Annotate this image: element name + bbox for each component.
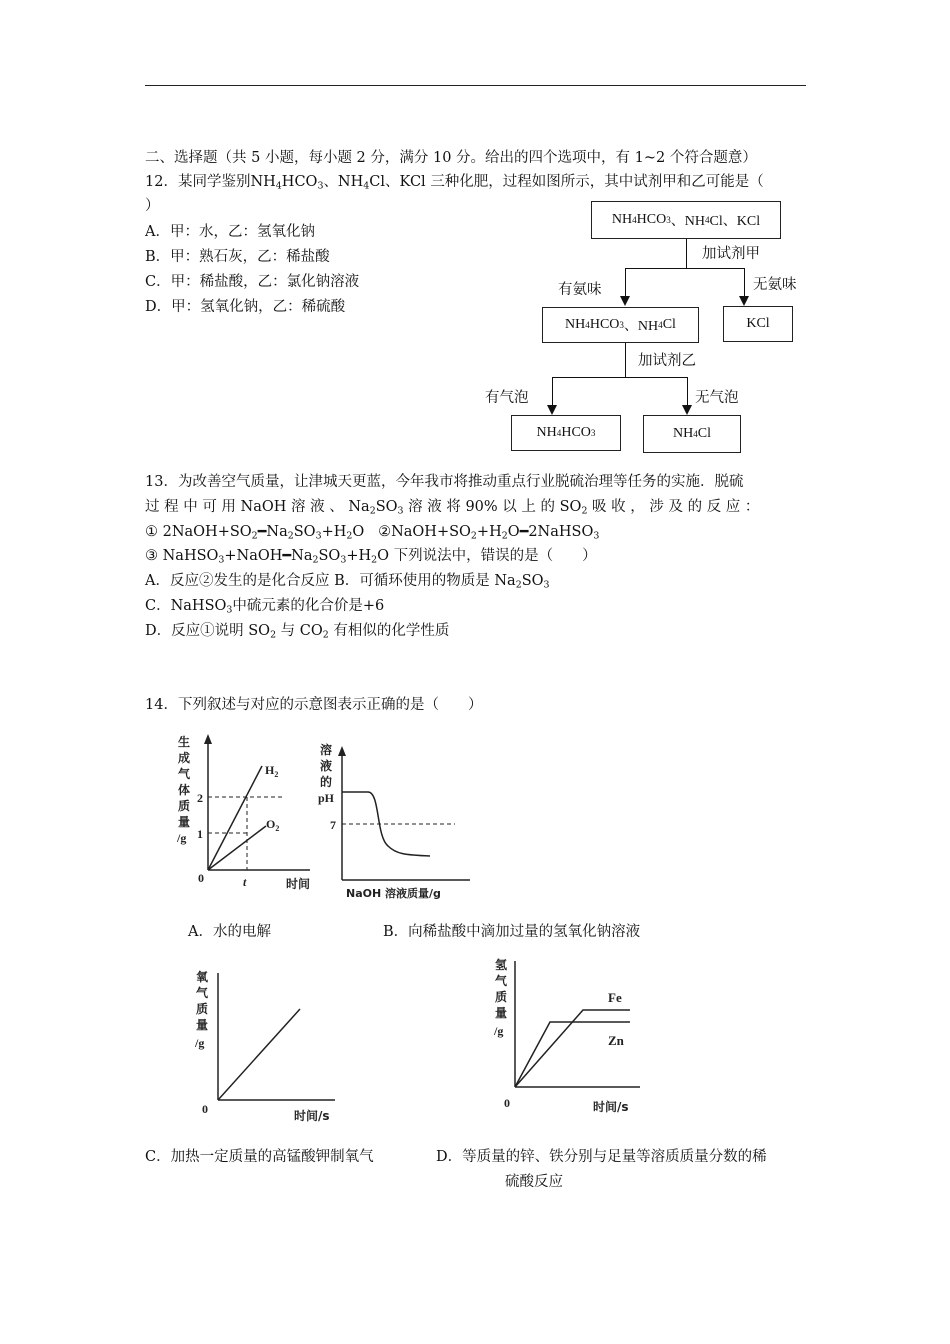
svg-text:0: 0 <box>202 1102 208 1116</box>
svg-text:生: 生 <box>178 735 191 749</box>
caption-a: A．水的电解 <box>188 924 271 940</box>
svg-text:1: 1 <box>197 827 203 841</box>
svg-text:氧: 氧 <box>196 970 209 984</box>
svg-text:H2: $H_2$ <box>265 763 279 779</box>
svg-text:/g: /g <box>494 1024 504 1038</box>
svg-text:量: 量 <box>196 1018 209 1032</box>
graph-water-electrolysis <box>170 730 320 900</box>
q12-stem-close: ） <box>145 198 160 214</box>
q14-stem: 14．下列叙述与对应的示意图表示正确的是（ ） <box>145 697 483 713</box>
svg-text:气: 气 <box>178 767 191 781</box>
svg-text:0: 0 <box>504 1096 510 1110</box>
flow-box-nh4hco3: NH 4 HCO 3 <box>511 415 621 451</box>
svg-text:质: 质 <box>178 799 191 813</box>
svg-text:量: 量 <box>495 1006 508 1020</box>
svg-text:/g: /g <box>177 831 187 845</box>
svg-text:Zn: Zn <box>608 1033 624 1048</box>
svg-text:O2: $O_2$ <box>266 817 280 833</box>
svg-text:时间: 时间 <box>286 877 311 891</box>
svg-text:时间/s: 时间/s <box>593 1100 629 1114</box>
section-heading: 二、选择题（共 5 小题，每小题 2 分，满分 10 分。给出的四个选项中，有 1~2 个符合题意） <box>145 150 757 166</box>
q12-option-c: C．甲：稀盐酸，乙：氯化钠溶液 <box>145 274 360 290</box>
flow-no-bubbles: 无气泡 <box>695 390 739 406</box>
caption-d-line2: 硫酸反应 <box>505 1174 563 1190</box>
svg-text:2: 2 <box>197 791 203 805</box>
svg-text:氢: 氢 <box>495 958 508 972</box>
q13-line1: 13．为改善空气质量，让津城天更蓝，今年我市将推动重点行业脱硫治理等任务的实施．脱硫 <box>145 474 744 490</box>
svg-text:0: 0 <box>198 871 204 885</box>
header-rule <box>145 85 806 86</box>
flow-ammonia: 有氨味 <box>558 282 602 298</box>
svg-text:Fe: Fe <box>608 990 622 1005</box>
q13-option-d: D．反应①说明 $SO_2$ 与 $CO_2$ 有相似的化学性质 <box>145 623 450 641</box>
caption-b: B．向稀盐酸中滴加过量的氢氧化钠溶液 <box>383 924 641 940</box>
arrow-head <box>739 296 749 306</box>
svg-text:体: 体 <box>178 783 191 797</box>
svg-text:pH: pH <box>318 791 335 805</box>
svg-text:质: 质 <box>495 990 508 1004</box>
arrow-head <box>682 405 692 415</box>
flow-box-mid: NH 4 HCO 3 、NH 4 Cl <box>542 307 699 343</box>
q12-stem: 12．某同学鉴别$NH_4HCO_3$、$NH_4Cl$、KCl 三种化肥，过程如图所示，其中试剂甲和乙可能是（ <box>145 174 764 192</box>
svg-text:质: 质 <box>196 1002 209 1016</box>
q13-option-ab: A．反应②发生的是化合反应 B．可循环使用的物质是 $Na_2SO_3$ <box>145 573 550 591</box>
graph-hydrogen-metals <box>490 955 650 1120</box>
svg-text:气: 气 <box>495 974 508 988</box>
flow-box-nh4cl: NH 4 Cl <box>643 415 741 453</box>
q12-option-d: D．甲：氢氧化钠，乙：稀硫酸 <box>145 299 346 315</box>
graph-oxygen-heating <box>190 965 340 1130</box>
q12-option-b: B．甲：熟石灰，乙：稀盐酸 <box>145 249 330 265</box>
svg-text:/g: /g <box>195 1036 205 1050</box>
svg-text:液: 液 <box>320 759 333 773</box>
graph-ph-titration <box>310 740 480 905</box>
flow-add-a: 加试剂甲 <box>702 246 760 262</box>
svg-text:溶: 溶 <box>320 743 333 757</box>
svg-text:的: 的 <box>320 775 333 789</box>
q13-line2: 过 程 中 可 用 NaOH 溶 液 、 $Na_2SO_3$ 溶 液 将 90% 以 上 的 $SO_2$ 吸 收 ， 涉 及 的 反 应 ： <box>145 499 760 517</box>
svg-text:7: 7 <box>330 818 336 832</box>
svg-text:时间/s: 时间/s <box>294 1109 330 1123</box>
q13-reactions-1-2: ① $2NaOH+SO_2━Na_2SO_3+H_2O$ $②NaOH+SO_2+H_2O━2NaHSO_3$ <box>145 524 600 542</box>
flow-add-b: 加试剂乙 <box>638 353 696 369</box>
svg-text:成: 成 <box>178 751 191 765</box>
flow-box-kcl: KCl <box>723 306 793 342</box>
flow-box-start: NH 4 HCO 3 、NH 4 Cl、KCl <box>591 201 781 239</box>
svg-text:气: 气 <box>196 986 209 1000</box>
q12-option-a: A．甲：水，乙：氢氧化钠 <box>145 224 315 240</box>
caption-c: C．加热一定质量的高锰酸钾制氧气 <box>145 1149 374 1165</box>
arrow-head <box>547 405 557 415</box>
svg-text:量: 量 <box>178 815 191 829</box>
svg-text:t: t <box>243 875 247 889</box>
flow-bubbles: 有气泡 <box>485 390 529 406</box>
caption-d-line1: D．等质量的锌、铁分别与足量等溶质质量分数的稀 <box>436 1149 767 1165</box>
arrow-head <box>620 296 630 306</box>
svg-text:NaOH 溶液质量/g: NaOH 溶液质量/g <box>346 887 441 900</box>
q13-reaction-3: ③ $NaHSO_3+NaOH━Na_2SO_3+H_2O$ 下列说法中，错误的是（ ） <box>145 548 597 566</box>
flow-no-ammonia: 无氨味 <box>753 277 797 293</box>
q13-option-c: C．NaHSO$_3$中硫元素的化合价是+6 <box>145 598 385 616</box>
